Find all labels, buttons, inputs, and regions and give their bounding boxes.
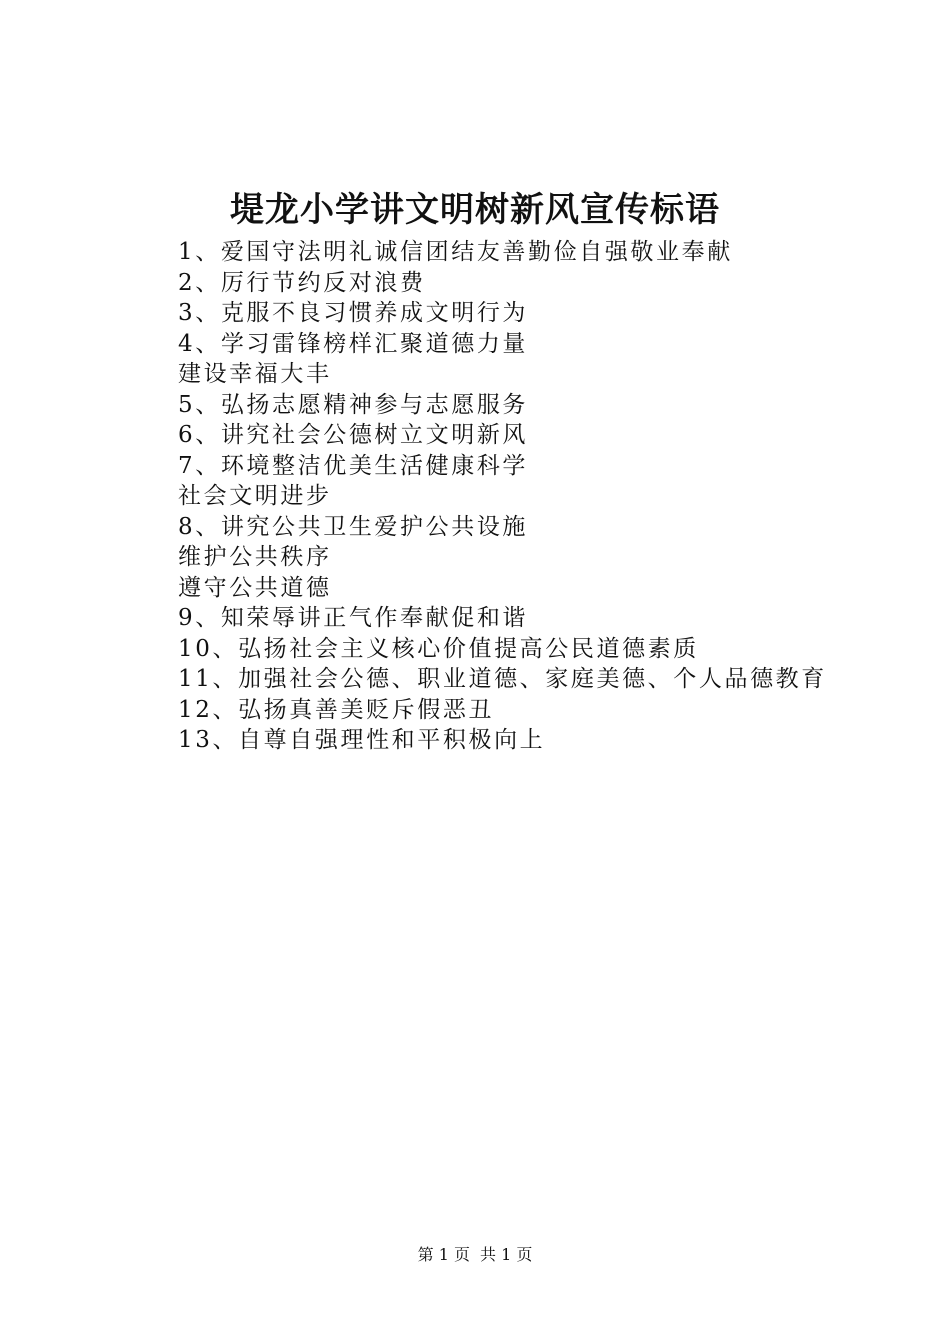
slogan-line-4: 4、学习雷锋榜样汇聚道德力量	[178, 330, 529, 357]
slogan-line-3: 3、克服不良习惯养成文明行为	[178, 300, 529, 326]
slogan-line-2: 2、厉行节约反对浪费	[178, 269, 426, 296]
slogan-line-13: 13、自尊自强理性和平积极向上	[178, 727, 546, 753]
page-footer	[0, 1243, 950, 1267]
slogan-list	[178, 237, 938, 756]
page-number: 第 1 页	[417, 1245, 470, 1264]
slogan-line-8-continued-2: 遵守公共道德	[178, 574, 332, 601]
slogan-line-8-continued-1: 维护公共秩序	[178, 544, 332, 570]
slogan-line-9: 9、知荣辱讲正气作奉献促和谐	[178, 605, 529, 631]
slogan-line-4-continued: 建设幸福大丰	[178, 361, 332, 387]
document-title: 堤龙小学讲文明树新风宣传标语	[230, 190, 720, 230]
slogan-line-11: 11、加强社会公德、职业道德、家庭美德、个人品德教育	[178, 666, 827, 692]
slogan-line-5: 5、弘扬志愿精神参与志愿服务	[178, 391, 529, 418]
slogan-line-8: 8、讲究公共卫生爱护公共设施	[178, 513, 529, 540]
slogan-line-6: 6、讲究社会公德树立文明新风	[178, 422, 529, 448]
slogan-line-10: 10、弘扬社会主义核心价值提高公民道德素质	[178, 635, 699, 662]
slogan-line-7: 7、环境整洁优美生活健康科学	[178, 452, 529, 479]
slogan-line-7-continued: 社会文明进步	[178, 483, 332, 509]
slogan-line-12: 12、弘扬真善美贬斥假恶丑	[178, 696, 495, 723]
page-total: 共 1 页	[480, 1245, 533, 1264]
slogan-line-1: 1、爱国守法明礼诚信团结友善勤俭自强敬业奉献	[178, 239, 733, 265]
